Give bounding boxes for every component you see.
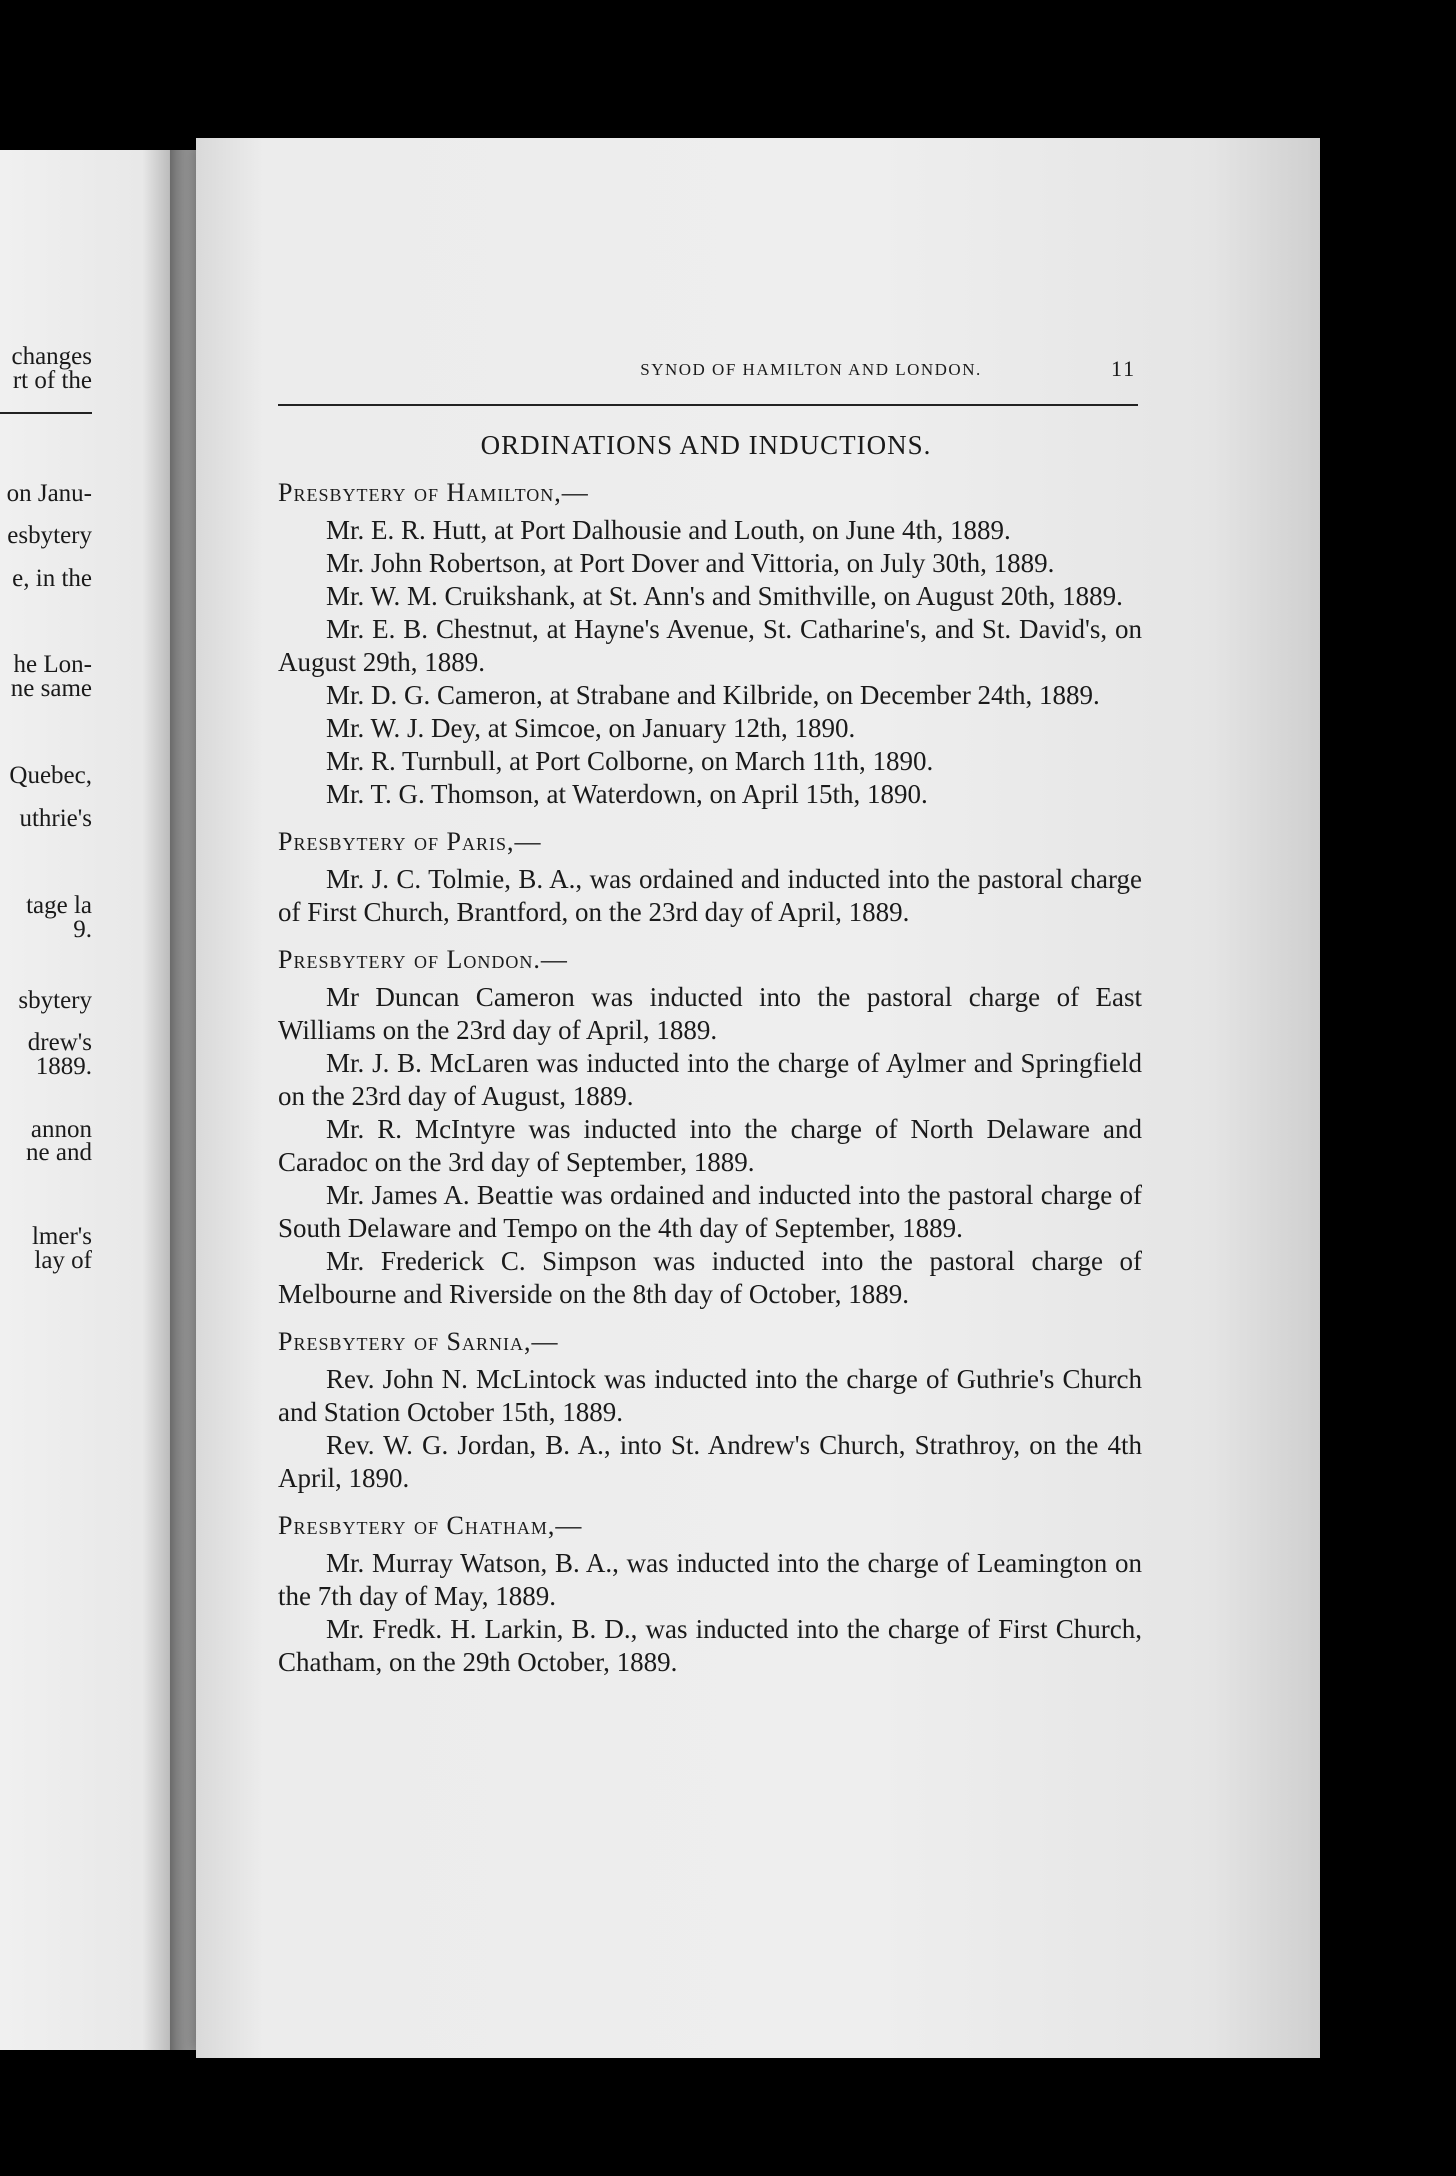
page-number: 11 [1111,356,1137,381]
facing-page-line: tage la [26,892,92,919]
facing-page-line: changes [11,343,92,370]
entry-paragraph: Mr. J. C. Tolmie, B. A., was ordained and inducted into the pastoral charge of First Church, Brantford, on the 23rd day of April, 1889. [278,864,1142,927]
section-heading: Presbytery of Hamilton,— [278,478,589,507]
section-heading: Presbytery of London.— [278,945,568,974]
entry-paragraph: Rev. W. G. Jordan, B. A., into St. Andrew's Church, Strathroy, on the 4th April, 1890. [278,1430,1142,1493]
section-heading: Presbytery of Chatham,— [278,1511,583,1540]
facing-page-fragment [0,150,178,2050]
section-hamilton [278,476,1142,811]
entry-paragraph: Mr. W. M. Cruikshank, at St. Ann's and Smithville, on August 20th, 1889. [326,581,1123,611]
entry-paragraph: Mr. Fredk. H. Larkin, B. D., was inducted into the charge of First Church, Chatham, on the 29th October, 1889. [278,1614,1142,1677]
entry-paragraph: Mr. Murray Watson, B. A., was inducted into the charge of Leamington on the 7th day of May, 1889. [278,1548,1142,1611]
running-head: SYNOD OF HAMILTON AND LONDON. [640,360,982,379]
entry-paragraph: Mr. R. McIntyre was inducted into the charge of North Delaware and Caradoc on the 3rd day of September, 1889. [278,1114,1142,1177]
facing-page-line: ne and [26,1139,92,1166]
entry-paragraph: Mr. Frederick C. Simpson was inducted into the pastoral charge of Melbourne and Riverside on the 8th day of October, 1889. [278,1246,1142,1309]
facing-page-line: rt of the [12,367,92,394]
section-chatham [278,1509,1142,1679]
entry-paragraph: Mr. T. G. Thomson, at Waterdown, on April 15th, 1890. [326,779,928,809]
page-title: ORDINATIONS AND INDUCTIONS. [480,430,932,460]
facing-page-line: esbytery [7,522,92,549]
facing-page-rule [0,412,92,414]
section-sarnia [278,1325,1142,1495]
facing-page-line: on Janu- [6,480,92,507]
facing-page-line: sbytery [18,987,92,1014]
section-heading: Presbytery of Paris,— [278,827,542,856]
section-london [278,943,1142,1311]
facing-page-line: uthrie's [19,805,92,832]
header-rule [278,404,1138,406]
facing-page-line: ne same [10,675,92,702]
facing-page-line: lmer's [31,1223,92,1250]
facing-page-line: lay of [34,1247,92,1274]
entry-paragraph: Mr. James A. Beattie was ordained and inducted into the pastoral charge of South Delaware and Tempo on the 4th day of September, 1889. [278,1180,1142,1243]
entry-paragraph: Mr Duncan Cameron was inducted into the pastoral charge of East Williams on the 23rd day of April, 1889. [278,982,1142,1045]
entry-paragraph: Mr. E. R. Hutt, at Port Dalhousie and Louth, on June 4th, 1889. [326,515,1011,545]
document-page [196,138,1320,2058]
facing-page-line: drew's [27,1029,92,1056]
entry-paragraph: Mr. D. G. Cameron, at Strabane and Kilbride, on December 24th, 1889. [326,680,1100,710]
section-heading: Presbytery of Sarnia,— [278,1327,559,1356]
entry-paragraph: Mr. R. Turnbull, at Port Colborne, on March 11th, 1890. [326,746,934,776]
facing-page-line: Quebec, [9,762,92,789]
entry-paragraph: Mr. E. B. Chestnut, at Hayne's Avenue, St. Catharine's, and St. David's, on August 29th, 1889. [278,614,1142,677]
entry-paragraph: Mr. W. J. Dey, at Simcoe, on January 12th, 1890. [326,713,856,743]
entry-paragraph: Mr. John Robertson, at Port Dover and Vittoria, on July 30th, 1889. [326,548,1055,578]
entry-paragraph: Rev. John N. McLintock was inducted into the charge of Guthrie's Church and Station October 15th, 1889. [278,1364,1142,1427]
facing-page-line: 9. [73,916,92,943]
facing-page-line: 1889. [35,1053,92,1080]
facing-page-line: annon [30,1116,92,1143]
entry-paragraph: Mr. J. B. McLaren was inducted into the charge of Aylmer and Springfield on the 23rd day of August, 1889. [278,1048,1142,1111]
document-body [278,476,1142,1679]
facing-page-line: he Lon- [13,651,92,678]
section-paris [278,825,1142,929]
facing-page-line: e, in the [12,565,92,592]
